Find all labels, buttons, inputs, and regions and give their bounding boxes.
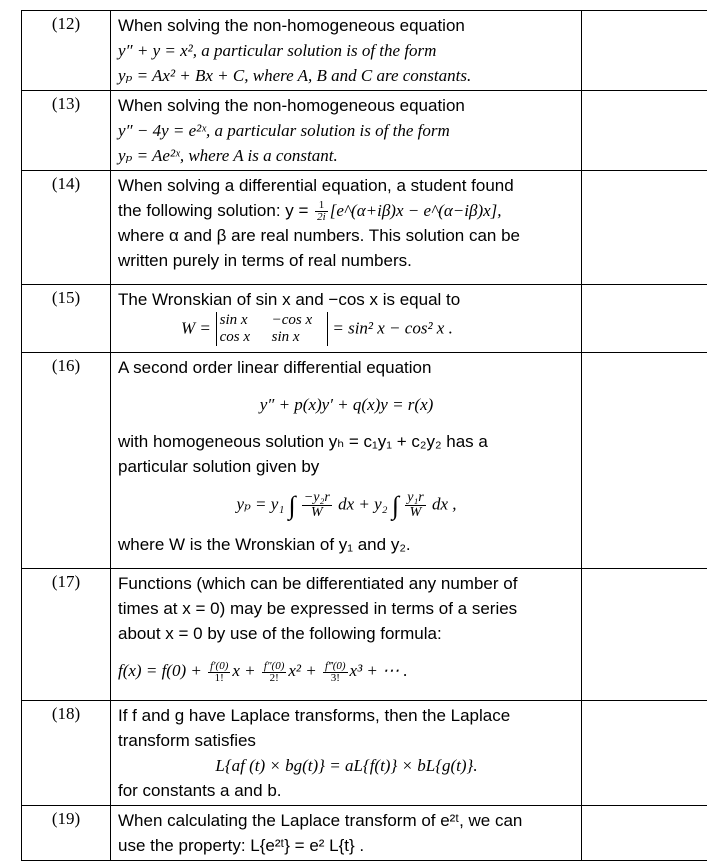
statement: When solving the non-homogeneous equation y″ − 4y = e²ˣ, a particular solution is of the form yₚ = Ae²ˣ, where A is a constant. [111,91,582,171]
table-row [22,91,707,171]
row-number: (16) [22,353,111,569]
row-number: (15) [22,285,111,353]
table-row [22,171,707,285]
integral-sign: ∫ [288,491,295,520]
statement: If f and g have Laplace transforms, then the Laplace transform satisfies L{af (t) × bg(t)} = aL{f(t)} × bL{g(t)}. for constants a and b. [111,701,582,806]
integral-sign: ∫ [392,491,399,520]
row-number: (18) [22,701,111,806]
answer-cell[interactable] [582,285,707,353]
answer-cell[interactable] [582,701,707,806]
row-number: (12) [22,11,111,91]
fraction: $\frac{1}{2i}$ [315,200,328,223]
determinant: sin x −cos x cos x sin x [216,312,328,346]
fraction: $\frac{f‴(0)}{3!}$ [323,661,348,684]
fraction: $\frac{f''(0)}{2!}$ [262,661,286,684]
true-false-table [21,10,707,861]
fraction: $\frac{\text{−y₂r}}{W}$ [302,491,332,520]
table-row [22,806,707,861]
answer-cell[interactable] [582,91,707,171]
row-number: (13) [22,91,111,171]
fraction: $\frac{\text{y₁r}}{W}$ [405,491,426,520]
answer-cell[interactable] [582,11,707,91]
table-row [22,11,707,91]
statement: When solving a differential equation, a student found the following solution: y = $\frac{1}{2i}$ [e^(α+iβ)x − e^(α−iβ)x], where α and β are real numbers. This solution can be written purely in terms of real numbers. [111,171,582,285]
answer-cell[interactable] [582,171,707,285]
row-number: (17) [22,569,111,701]
row-number: (19) [22,806,111,861]
table-row [22,569,707,701]
answer-cell[interactable] [582,353,707,569]
answer-cell[interactable] [582,569,707,701]
row-number: (14) [22,171,111,285]
table-row [22,701,707,806]
statement: A second order linear differential equation y″ + p(x)y′ + q(x)y = r(x) with homogeneous solution yₕ = c₁y₁ + c₂y₂ has a particular solution given by yₚ = y₁ ∫ $\frac{\text{−y₂r}}{W}$ dx + y₂ ∫ $\frac{\text{y₁r}}{W}$ dx , where W is the Wronskian of y₁ and y₂. [111,353,582,569]
fraction: $\frac{f'(0)}{1!}$ [208,661,230,684]
statement: The Wronskian of sin x and −cos x is equal to W = sin x −cos x cos x sin x = sin² x − cos² x . [111,285,582,353]
table-row [22,353,707,569]
statement: When calculating the Laplace transform of e²ᵗ, we can use the property: L{e²ᵗ} = e² L{t} . [111,806,582,861]
table-row [22,285,707,353]
answer-cell[interactable] [582,806,707,861]
statement: When solving the non-homogeneous equation y″ + y = x², a particular solution is of the form yₚ = Ax² + Bx + C, where A, B and C are constants. [111,11,582,91]
statement: Functions (which can be differentiated any number of times at x = 0) may be expressed in terms of a series about x = 0 by use of the following formula: f(x) = f(0) + $\frac{f'(0)}{1!}$ x + $\frac{f''(0)}{2!}$ x² + $\frac{f‴(0)}{3!}$ x³ + ⋯ . [111,569,582,701]
